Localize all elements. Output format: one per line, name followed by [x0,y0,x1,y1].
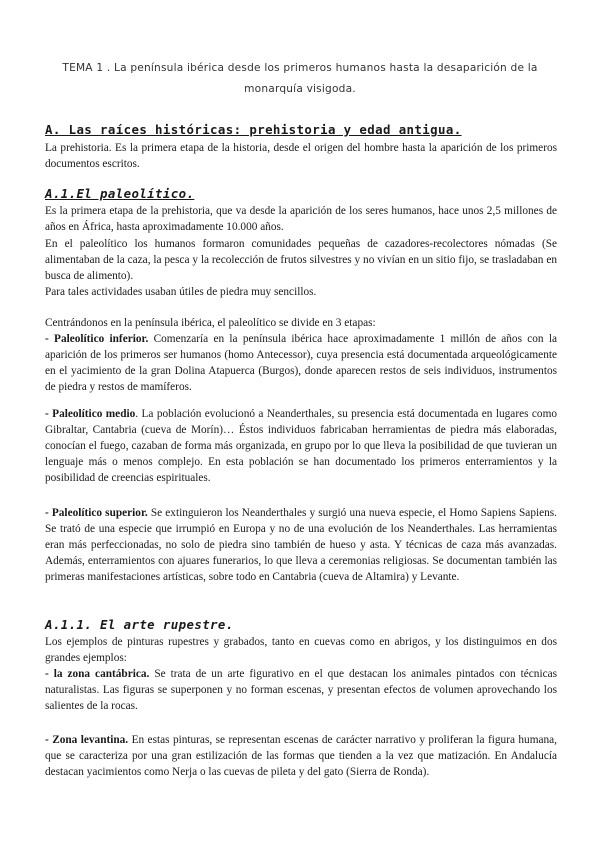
section-a11-heading: A.1.1. El arte rupestre. [45,617,234,632]
section-a-heading: A. Las raíces históricas: prehistoria y edad antigua. [45,122,462,137]
paleolitico-superior-label: - Paleolítico superior. [45,507,148,519]
arte-rupestre-intro: Los ejemplos de pinturas rupestres y grabados, tanto en cuevas como en abrigos, y los distinguimos en dos grandes ejemplos: [45,636,557,665]
paleolitico-paragraph-1: Es la primera etapa de la prehistoria, que va desde la aparición de los seres humanos, hace unos 2,5 millones de años en África, hasta aproximadamente 10.000 años. [45,205,557,234]
zona-levantina-label: - Zona levantina. [45,734,129,746]
document-title: TEMA 1 . La península ibérica desde los primeros humanos hasta la desaparición de la monarquía visigoda. [62,62,538,95]
paleolitico-medio-paragraph [45,406,557,486]
paleolitico-inferior-paragraph [45,331,557,395]
paleolitico-superior-text: Se extinguieron los Neanderthales y surgió una nueva especie, el Homo Sapiens Sapiens. Se trató de una especie que irrumpió en Europa y no de una evolución de los Neanderthales. Las herramientas eran más perfeccionadas, no solo de piedra sino también de hueso y asta. Y técnicas de caza más avanzadas. Además, enterramientos con ajuares funerarios, lo que lleva a ceremonias religiosas. Se documentan también las primeras manifestaciones artísticas, sobre todo en Cantabria (cueva de Altamira) y Levante. [45,507,557,584]
zona-levantina-text: En estas pinturas, se representan escenas de carácter narrativo y proliferan la figura humana, que se caracteriza por una gran estilización de las formas que tienden a la vez que matización. En Andalucía destacan yacimientos como Nerja o las cuevas de pileta y del gato (Sierra de Ronda). [45,734,557,779]
zona-cantabrica-text: Se trata de un arte figurativo en el que destacan los animales pintados con técnicas naturalistas. Las figuras se superponen y no forman escenas, y presentan efectos de volumen aprovechando los salientes de la rocas. [45,668,558,713]
paleolitico-inferior-text: Comenzaría en la península ibérica hace aproximadamente 1 millón de años con la aparición de los primeros ser humanos (homo Antecessor), cuya presencia está documentada arqueológicamente en el yacimiento de la gran Dolina Atapuerca (Burgos), donde aparecen restos de seis individuos, instrumentos de piedra y restos de mamíferos. [45,333,558,394]
section-a-intro: La prehistoria. Es la primera etapa de la historia, desde el origen del hombre hasta la aparición de los primeros documentos escritos. [45,142,557,171]
paleolitico-inferior-label: - Paleolítico inferior. [45,333,149,345]
paleolitico-paragraph-2: En el paleolítico los humanos formaron comunidades pequeñas de cazadores-recolectores nómadas (Se alimentaban de la caza, la pesca y la recolección de frutos silvestres y no vivían en un sitio fijo, se trasladaban en busca de alimento). [45,238,557,283]
paleolitico-etapas-intro: Centrándonos en la península ibérica, el paleolítico se divide en 3 etapas: [45,317,376,329]
paleolitico-medio-text: . La población evolucionó a Neanderthales, su presencia está documentada en lugares como Gibraltar, Cantabria (cueva de Morín)… Éstos individuos fabricaban herramientas de piedra más elaboradas, conocían el fuego, cazaban de forma más organizada, en grupo por lo que lleva la posibilidad de que tuvieran un lenguaje más o menos complejo. En esta población se han documentado los primeros enterramientos y la posibilidad de creencias espirituales. [45,408,557,485]
paleolitico-superior-paragraph [45,505,557,585]
paleolitico-paragraph-3: Para tales actividades usaban útiles de piedra muy sencillos. [45,286,317,298]
zona-levantina-paragraph [45,732,557,780]
zona-cantabrica-label: - la zona cantábrica. [45,668,150,680]
paleolitico-medio-label: - Paleolítico medio [45,408,136,420]
section-a1-heading: A.1.El paleolítico. [45,186,195,201]
zona-cantabrica-paragraph [45,666,557,714]
